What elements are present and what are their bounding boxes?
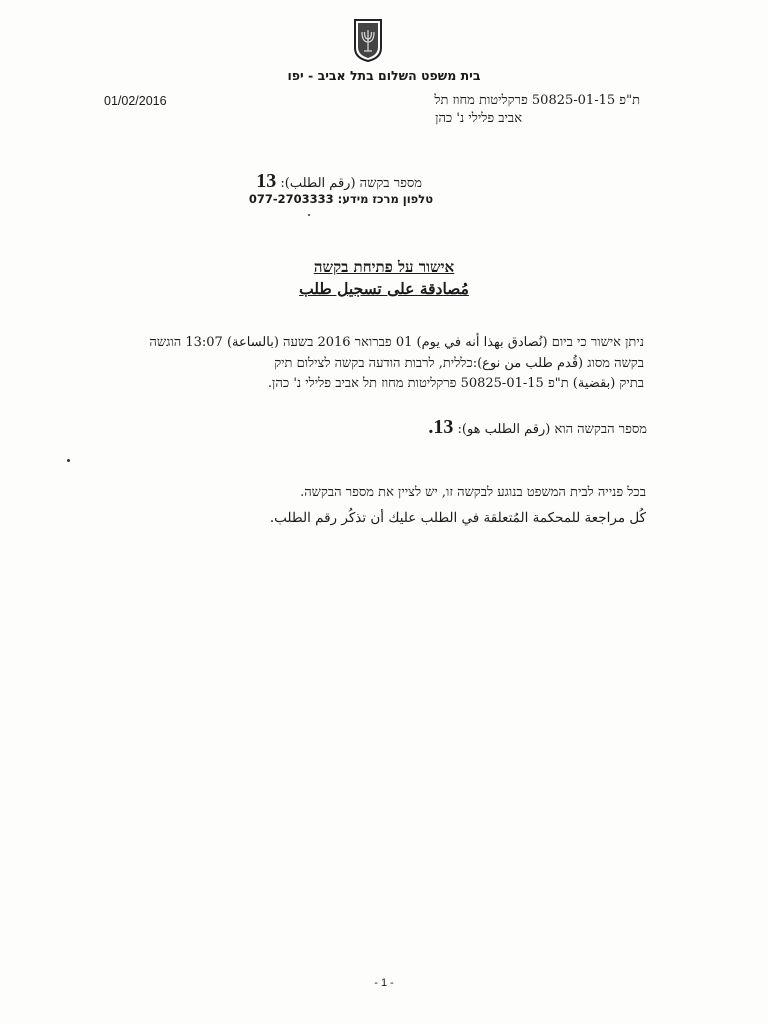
request-is-number: 13 xyxy=(433,416,454,438)
title-hebrew: אישור על פתיחת בקשה xyxy=(313,258,455,276)
scan-speck xyxy=(67,459,70,462)
phone-label: טלפון מרכז מידע: xyxy=(333,192,433,206)
request-is-row xyxy=(428,416,647,439)
state-emblem-icon xyxy=(352,18,384,62)
document-date: 01/02/2016 xyxy=(104,94,167,108)
title-arabic: مُصادقة على تسجيل طلب xyxy=(299,279,469,298)
court-name: בית משפט השלום בתל אביב - יפו xyxy=(287,68,481,83)
request-number: 13 xyxy=(256,170,277,192)
body-line-1: ניתן אישור כי ביום (نُصادق بهذا أنه في يوم) 01 פברואר 2016 בשעה (بالساعة) 13:07 הוגשה xyxy=(149,335,644,350)
note-line-1: בכל פנייה לבית המשפט בנוגע לבקשה זו, יש לציין את מספר הבקשה. xyxy=(300,485,646,500)
request-number-label: מספר בקשה (رقم الطلب): xyxy=(276,176,422,191)
request-is-label: מספר הבקשה הוא (رقم الطلب هو): xyxy=(453,422,647,437)
request-is-suffix: . xyxy=(428,416,434,438)
case-line-2: אביב פלילי נ' כהן xyxy=(435,111,522,126)
body-line-3: בתיק (بقضية) ת"פ 50825-01-15 פרקליטות מחוז תל אביב פלילי נ' כהן. xyxy=(267,376,644,391)
case-line-1: ת"פ 50825-01-15 פרקליטות מחוז תל xyxy=(434,93,640,108)
note-line-2: كُل مراجعة للمحكمة المُتعلقة في الطلب عليك أن تذكُر رقم الطلب. xyxy=(269,510,646,526)
scan-speck xyxy=(308,214,310,216)
request-number-row xyxy=(256,170,422,193)
info-center-phone-row xyxy=(249,192,433,206)
page-number: - 1 - xyxy=(374,977,394,989)
phone-number: 077-2703333 xyxy=(248,192,334,206)
body-line-2: בקשה מסוג (قُدم طلب من نوع):כללית, לרבות הודעה בקשה לצילום תיק xyxy=(274,356,644,371)
